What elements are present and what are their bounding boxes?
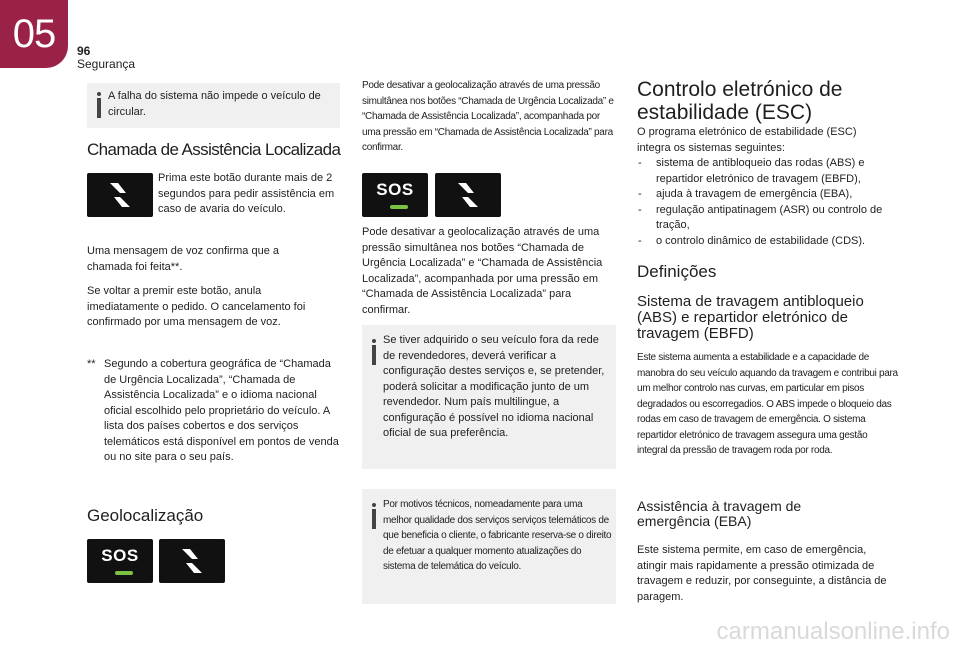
section-title: Segurança [77, 57, 136, 71]
sos-led [390, 205, 408, 209]
info-icon [93, 92, 105, 118]
info-box-dealer [362, 325, 616, 469]
paragraph-disable-geo-condensed: Pode desativar a geolocalização através de uma pressão simultânea nos botões “Chamada de Urgência Localizada” e “Chamada de Assistência Localizada”, acompanhada por uma pressão em “Chamada de Assistência Localizada” para confirmar. [362, 80, 614, 153]
chapter-badge: 05 [0, 0, 68, 68]
assistance-button-col2 [435, 173, 501, 217]
list-item: - regulação antipatinagem (ASR) ou controlo de tração, [638, 203, 883, 231]
ds-logo-icon [456, 181, 480, 209]
sos-label: SOS [376, 180, 414, 199]
info-box-failure [87, 83, 340, 128]
info-text: A falha do sistema não impede o veículo de circular. [108, 90, 321, 118]
heading-eba: Assistência à travagem de emergência (EBA) [637, 498, 802, 529]
heading-definitions: Definições [637, 262, 717, 281]
paragraph-cancel: Se voltar a premir este botão, anula imediatamente o pedido. O cancelamento foi confirmado por uma mensagem de voz. [87, 285, 306, 328]
sos-led [115, 571, 133, 575]
sos-button [87, 539, 153, 583]
heading-abs-ebfd: Sistema de travagem antibloqueio (ABS) e repartidor eletrónico de travagem (EBFD) [637, 293, 864, 342]
eba-description: Este sistema permite, em caso de emergência, atingir mais rapidamente a pressão otimizada de travagem e reduzir, por conseguinte, a distância de paragem. [637, 544, 887, 603]
sos-label: SOS [101, 546, 139, 565]
esc-system-list [637, 156, 893, 249]
paragraph-disable-geo: Pode desativar a geolocalização através de uma pressão simultânea nos botões “Chamada de Urgência Localizada” e “Chamada de Assistência Localizada”, acompanhada por uma pressão em “Chamada de Assistência Localizada” para confirmar. [362, 226, 603, 316]
ds-logo-icon [108, 181, 132, 209]
ds-logo-icon [180, 547, 204, 575]
footnote-text: Segundo a cobertura geográfica de “Chamada de Urgência Localizada”, “Chamada de Assistência Localizada” e o idioma nacional oficial escolhido pelo proprietário do veículo. A lista dos países cobertos e dos serviços telemáticos está disponível em pontos de venda ou no site para o seu país. [104, 358, 339, 463]
info-text: Por motivos técnicos, nomeadamente para uma melhor qualidade dos serviços serviços telemáticos de que beneficia o cliente, o fabricante reserva-se o direito de efetuar a qualquer momento atualizações do sistema de telemática do veículo. [383, 499, 612, 572]
info-box-updates [362, 489, 616, 604]
sos-button-col2 [362, 173, 428, 217]
list-item: - ajuda à travagem de emergência (EBA), [638, 188, 853, 200]
info-icon [368, 503, 380, 529]
esc-intro: O programa eletrónico de estabilidade (ESC) integra os sistemas seguintes: [637, 126, 857, 154]
info-icon [368, 339, 380, 365]
assistance-button-geo [159, 539, 225, 583]
watermark: carmanualsonline.info [716, 618, 950, 645]
assistance-button-text: Prima este botão durante mais de 2 segundos para pedir assistência em caso de avaria do veículo. [158, 172, 335, 215]
heading-assistance-call: Chamada de Assistência Localizada [87, 140, 341, 159]
page-number: 96 [77, 44, 91, 58]
footnote-marker: ** [87, 358, 96, 370]
list-item: - o controlo dinâmico de estabilidade (CDS). [638, 234, 866, 247]
abs-description: Este sistema aumenta a estabilidade e a capacidade de manobra do seu veículo aquando da travagem e contribui para um melhor controlo nas curvas, em particular em pisos degradados ou escorregadios. O ABS impede o bloqueio das rodas em caso de travagem de emergência. O sistema repartidor eletrónico de travagem assegura uma gestão integral da pressão de travagem roda por roda. [637, 352, 898, 456]
paragraph-voice-confirm: Uma mensagem de voz confirma que a chamada foi feita**. [87, 245, 279, 273]
heading-esc: Controlo eletrónico de estabilidade (ESC) [637, 78, 843, 124]
list-item: - sistema de antibloqueio das rodas (ABS) e repartidor eletrónico de travagem (EBFD), [638, 157, 865, 185]
info-text: Se tiver adquirido o seu veículo fora da rede de revendedores, deverá verificar a configuração destes serviços e, se pretender, poderá solicitar a modificação junto de um revendedor. Num país multilingue, a configuração é possível no idioma nacional oficial de sua preferência. [383, 334, 605, 439]
assistance-button [87, 173, 153, 217]
heading-geolocation: Geolocalização [87, 506, 204, 525]
